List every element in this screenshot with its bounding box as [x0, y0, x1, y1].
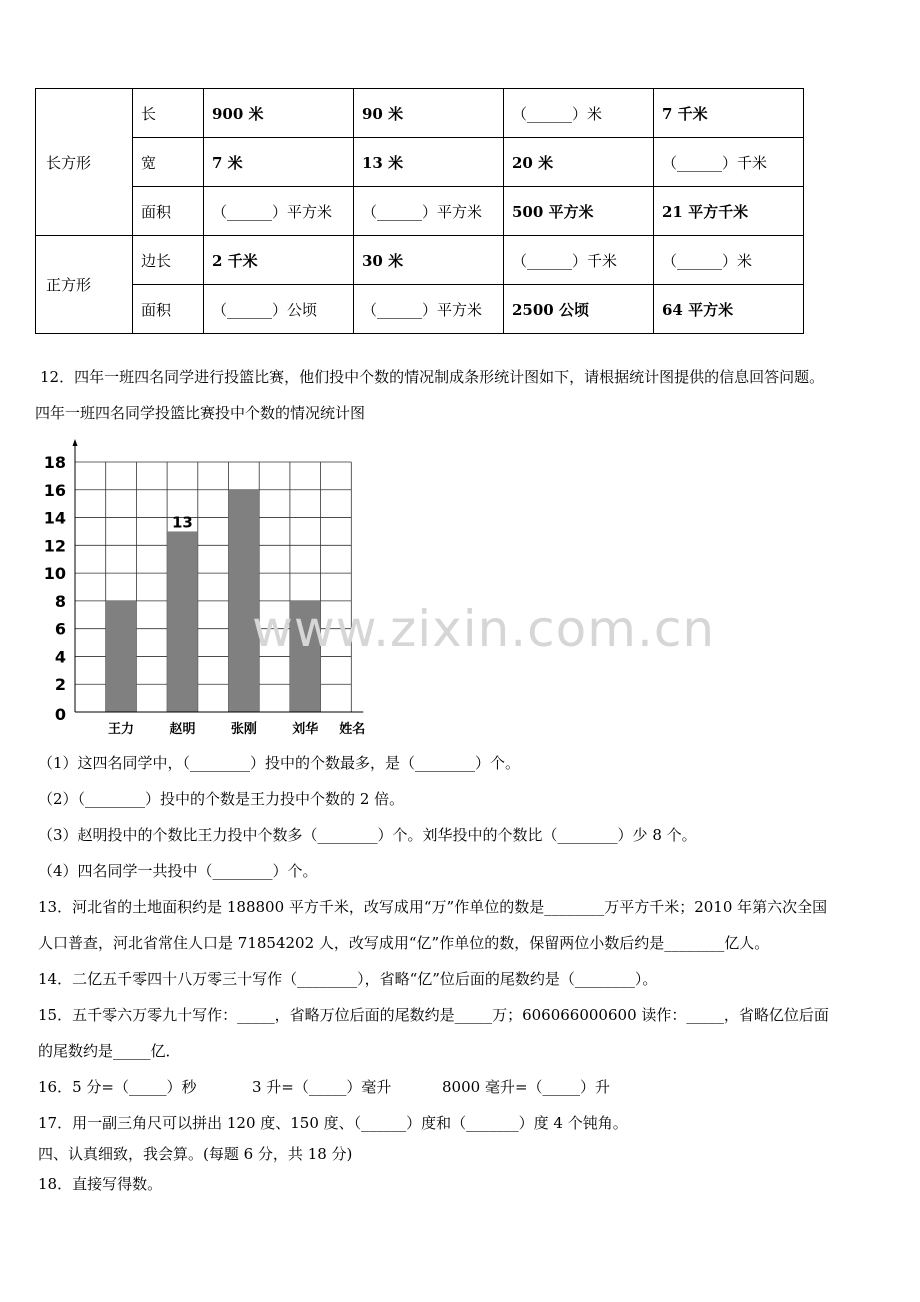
y-tick-label: 4: [54, 647, 66, 667]
table-cell: （______）公顷: [204, 285, 354, 334]
table-cell: （______）米: [654, 236, 804, 285]
table-cell: 7 米: [204, 138, 354, 187]
question-13-line1: 13．河北省的土地面积约是 188800 平方千米，改写成用“万”作单位的数是________万平方千米；2010 年第六次全国: [38, 898, 828, 916]
question-12-3: （3）赵明投中的个数比王力投中个数多（________）个。刘华投中的个数比（________）少 8 个。: [38, 826, 697, 844]
table-cell: （______）平方米: [354, 187, 504, 236]
table-cell: 2 千米: [204, 236, 354, 285]
y-tick-label: 6: [54, 619, 66, 639]
y-tick-label: 12: [43, 536, 66, 556]
table-cell: 21 平方千米: [654, 187, 804, 236]
x-axis-name: 姓名: [339, 722, 366, 737]
table-attr: 边长: [133, 236, 204, 285]
question-16-a: 16．5 分=（_____）秒: [38, 1078, 197, 1096]
y-tick-label: 8: [54, 591, 66, 611]
y-tick-label: 2: [54, 675, 66, 695]
table-cell: （______）米: [504, 89, 654, 138]
y-tick-label: 16: [43, 480, 66, 500]
table-cell: 500 平方米: [504, 187, 654, 236]
question-15-line2: 的尾数约是_____亿．: [38, 1042, 181, 1060]
question-14: 14．二亿五千零四十八万零三十写作（________），省略“亿”位后面的尾数约是（________）。: [38, 970, 658, 988]
y-tick-label: 0: [54, 705, 66, 724]
table-cell: （______）平方米: [204, 187, 354, 236]
table-cell: （______）千米: [654, 138, 804, 187]
table-cell: 30 米: [354, 236, 504, 285]
y-tick-label: 14: [43, 508, 66, 528]
chart-caption: 四年一班四名同学投篮比赛投中个数的情况统计图: [35, 404, 366, 422]
question-12-2: （2）（________）投中的个数是王力投中个数的 2 倍。: [38, 790, 405, 808]
y-tick-label: 10: [43, 564, 66, 584]
question-12-1: （1）这四名同学中，（________）投中的个数最多，是（________）个。: [38, 754, 521, 772]
question-15-line1: 15．五千零六万零九十写作：_____，省略万位后面的尾数约是_____万；606066000600 读作：_____，省略亿位后面: [38, 1006, 829, 1024]
x-category-label: 张刚: [230, 722, 257, 737]
y-tick-label: 18: [43, 453, 66, 472]
x-category-label: 刘华: [292, 722, 319, 737]
table-attr: 面积: [133, 187, 204, 236]
table-cell: 13 米: [354, 138, 504, 187]
question-18: 18．直接写得数。: [38, 1175, 163, 1193]
question-17: 17．用一副三角尺可以拼出 120 度、150 度、（______）度和（_______）度 4 个钝角。: [38, 1114, 628, 1132]
bar-王力: [106, 601, 137, 712]
table-cell: 20 米: [504, 138, 654, 187]
question-12-4: （4）四名同学一共投中（________）个。: [38, 862, 318, 880]
question-12-text: 12．四年一班四名同学进行投篮比赛，他们投中个数的情况制成条形统计图如下，请根据统计图提供的信息回答问题。: [40, 368, 825, 386]
square-label: 正方形: [36, 236, 133, 334]
table-cell: 7 千米: [654, 89, 804, 138]
area-table: [35, 88, 804, 334]
table-attr: 面积: [133, 285, 204, 334]
x-category-label: 赵明: [169, 722, 196, 737]
rect-label: 长方形: [36, 89, 133, 236]
x-category-label: 王力: [108, 722, 135, 737]
table-attr: 长: [133, 89, 204, 138]
section-4-heading: 四、认真细致，我会算。(每题 6 分，共 18 分): [38, 1145, 353, 1163]
bar-chart: [38, 436, 398, 740]
table-attr: 宽: [133, 138, 204, 187]
y-axis-arrow: [73, 439, 78, 446]
table-cell: （______）千米: [504, 236, 654, 285]
question-13-line2: 人口普查，河北省常住人口是 71854202 人，改写成用“亿”作单位的数，保留两位小数后约是________亿人。: [38, 934, 770, 952]
table-cell: 900 米: [204, 89, 354, 138]
table-cell: 90 米: [354, 89, 504, 138]
question-16-b: 3 升=（_____）毫升: [252, 1078, 392, 1096]
bar-赵明: [167, 531, 198, 712]
watermark: www.zixin.com.cn: [252, 600, 716, 658]
table-cell: （______）平方米: [354, 285, 504, 334]
data-label: 13: [172, 513, 193, 532]
table-cell: 64 平方米: [654, 285, 804, 334]
question-16-c: 8000 毫升=（_____）升: [442, 1078, 611, 1096]
table-cell: 2500 公顷: [504, 285, 654, 334]
